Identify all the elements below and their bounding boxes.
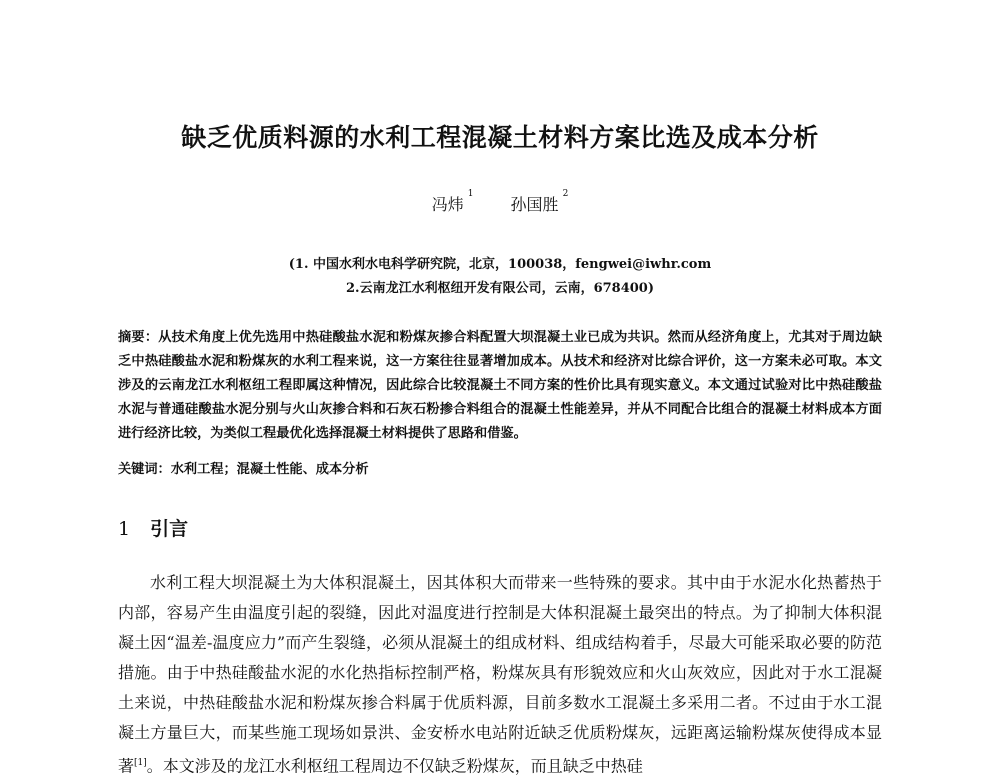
abstract — [118, 326, 882, 446]
keywords-label: 关键词： — [118, 462, 171, 477]
section-title: 引言 — [150, 518, 189, 540]
author-2-name: 孙国胜 — [510, 195, 559, 214]
author-1-affiliation-mark: 1 — [467, 189, 474, 199]
abstract-text: 从技术角度上优先选用中热硅酸盐水泥和粉煤灰掺合料配置大坝混凝土业已成为共识。然而从经济角度上，尤其对于周边缺乏中热硅酸盐水泥和粉煤灰的水利工程来说，这一方案往往显著增加成本。从技术和经济对比综合评价，这一方案未必可取。本文涉及的云南龙江水利枢纽工程即属这种情况，因此综合比较混凝土不同方案的性价比具有现实意义。本文通过试验对比中热硅酸盐水泥与普通硅酸盐水泥分别与火山灰掺合料和石灰石粉掺合料组合的混凝土性能差异，并从不同配合比组合的混凝土材料成本方面进行经济比较，为类似工程最优化选择混凝土材料提供了思路和借鉴。 — [118, 330, 883, 441]
paper-title: 缺乏优质料源的水利工程混凝土材料方案比选及成本分析 — [181, 123, 819, 152]
author-1-name: 冯炜 — [431, 195, 464, 214]
body-paragraph — [118, 568, 882, 781]
body-text-part-a: 水利工程大坝混凝土为大体积混凝土，因其体积大而带来一些特殊的要求。其中由于水泥水化热蓄热于内部，容易产生由温度引起的裂缝，因此对温度进行控制是大体积混凝土最突出的特点。为了抑制大体积混凝土因“温差-温度应力”而产生裂缝，必须从混凝土的组成材料、组成结构着手，尽最大可能采取必要的防范措施。由于中热硅酸盐水泥的水化热指标控制严格，粉煤灰具有形貌效应和火山灰效应，因此对于水工混凝土来说，中热硅酸盐水泥和粉煤灰掺合料属于优质料源，目前多数水工混凝土多采用二者。不过由于水工混凝土方量巨大，而某些施工现场如景洪、金安桥水电站附近缺乏优质粉煤灰，远距离运输粉煤灰使得成本显著 — [118, 573, 882, 776]
affiliation-1: (1. 中国水利水电科学研究院，北京，100038，fengwei@iwhr.com — [288, 257, 712, 272]
author-1 — [431, 189, 474, 215]
citation-ref[interactable]: [1] — [134, 758, 147, 768]
author-2-affiliation-mark: 2 — [562, 189, 569, 199]
keywords-text: 水利工程；混凝土性能、成本分析 — [170, 462, 369, 477]
keywords — [118, 458, 369, 477]
affiliation-2: 2.云南龙江水利枢纽开发有限公司，云南，678400) — [346, 281, 654, 296]
section-number: 1 — [118, 518, 131, 540]
abstract-label: 摘要： — [118, 330, 159, 345]
section-heading — [118, 514, 188, 541]
body-text-part-b: 。本文涉及的龙江水利枢纽工程周边不仅缺乏粉煤灰，而且缺乏中热硅 — [146, 756, 643, 776]
author-2 — [510, 189, 569, 215]
author-list — [0, 189, 1000, 215]
